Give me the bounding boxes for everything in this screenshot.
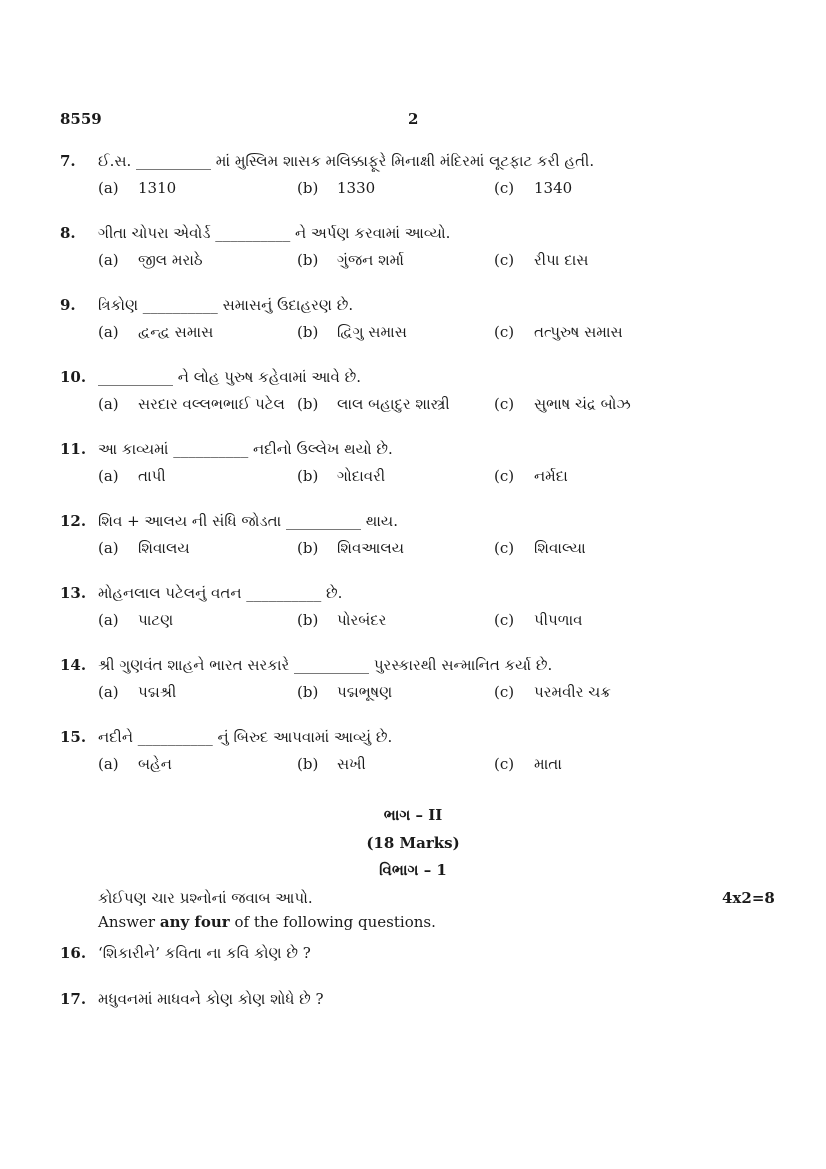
option-c: (c) 1340 <box>494 179 573 197</box>
question-number: 7. <box>60 152 76 170</box>
question-text: આ કાવ્યમાં __________ નદીનો ઉલ્લેખ થયો છે. <box>98 440 393 458</box>
question-number: 11. <box>60 440 87 458</box>
option-c: (c) તત્પુરુષ સમાસ <box>494 323 623 341</box>
question-13 <box>60 584 780 631</box>
option-c: (c) પીપળાવ <box>494 611 583 629</box>
question-15 <box>60 728 780 775</box>
section-title: વિભાગ – 1 <box>379 861 447 879</box>
page-number: 2 <box>408 110 419 128</box>
option-a: (a) 1310 <box>98 179 177 197</box>
option-c: (c) પરમવીર ચક્ર <box>494 683 611 701</box>
question-17 <box>60 990 780 1012</box>
question-14 <box>60 656 780 703</box>
question-7 <box>60 152 780 199</box>
question-number: 16. <box>60 944 87 962</box>
option-b: (b) 1330 <box>297 179 376 197</box>
question-text: નદીને __________ નું બિરુદ આપવામાં આવ્યું છે. <box>98 728 393 746</box>
option-b: (b) લાલ બહાદુર શાસ્ત્રી <box>297 395 450 413</box>
option-b: (b) સખી <box>297 755 366 773</box>
option-c: (c) માતા <box>494 755 562 773</box>
paper-code: 8559 <box>60 110 102 128</box>
question-text: ત્રિકોણ __________ સમાસનું ઉદાહરણ છે. <box>98 296 354 314</box>
question-12 <box>60 512 780 559</box>
instruction-gujarati: કોઈપણ ચાર પ્રશ્નોનાં જવાબ આપો. <box>98 889 313 907</box>
question-number: 8. <box>60 224 76 242</box>
option-c: (c) શિવાલ્યા <box>494 539 586 557</box>
question-text: ગીતા ચોપરા એવોર્ડ __________ ને અર્પણ કરવામાં આવ્યો. <box>98 224 451 242</box>
question-number: 9. <box>60 296 76 314</box>
part-title: ભાગ – II <box>383 806 443 824</box>
option-a: (a) તાપી <box>98 467 166 485</box>
option-a: (a) જીલ મરાઠે <box>98 251 203 269</box>
question-number: 12. <box>60 512 87 530</box>
option-b: (b) ગુંજન શર્મા <box>297 251 404 269</box>
option-b: (b) પોરબંદર <box>297 611 387 629</box>
option-b: (b) દ્વિગુ સમાસ <box>297 323 407 341</box>
question-text: શિવ + આલય ની સંધિ જોડતા __________ થાય. <box>98 512 398 530</box>
question-11 <box>60 440 780 487</box>
question-number: 17. <box>60 990 87 1008</box>
option-a: (a) દ્વન્દ્વ સમાસ <box>98 323 214 341</box>
question-number: 13. <box>60 584 87 602</box>
option-a: (a) સરદાર વલ્લભભાઈ પટેલ <box>98 395 285 413</box>
question-text: __________ ને લોહ પુરુષ કહેવામાં આવે છે. <box>98 368 361 386</box>
question-text: મધુવનમાં માધવને કોણ કોણ શોધે છે ? <box>98 990 324 1008</box>
question-text: મોહનલાલ પટેલનું વતન __________ છે. <box>98 584 343 602</box>
question-text: ‘શિકારીને’ કવિતા ના કવિ કોણ છે ? <box>98 944 311 962</box>
instruction-english: Answer any four of the following questions. <box>98 913 436 931</box>
question-number: 15. <box>60 728 87 746</box>
option-c: (c) સુભાષ ચંદ્ર બોઝ <box>494 395 631 413</box>
question-text: ઈ.સ. __________ માં મુસ્લિમ શાસક મલિક્કાફૂરે મિનાક્ષી મંદિરમાં લૂટફાટ કરી હતી. <box>98 152 595 170</box>
option-c: (c) રીપા દાસ <box>494 251 589 269</box>
option-c: (c) નર્મદા <box>494 467 568 485</box>
question-9 <box>60 296 780 343</box>
option-a: (a) શિવાલય <box>98 539 190 557</box>
option-b: (b) શિવઆલય <box>297 539 405 557</box>
question-8 <box>60 224 780 271</box>
option-a: (a) પદ્મશ્રી <box>98 683 177 701</box>
option-b: (b) પદ્મભૂષણ <box>297 683 393 701</box>
part-marks: (18 Marks) <box>366 834 460 852</box>
instruction-marks: 4x2=8 <box>722 889 775 907</box>
question-16 <box>60 944 780 966</box>
question-number: 14. <box>60 656 87 674</box>
question-number: 10. <box>60 368 87 386</box>
question-10 <box>60 368 780 415</box>
option-a: (a) પાટણ <box>98 611 174 629</box>
option-a: (a) બહેન <box>98 755 172 773</box>
question-text: શ્રી ગુણવંત શાહને ભારત સરકારે __________ પુરસ્કારથી સન્માનિત કર્યા છે. <box>98 656 553 674</box>
option-b: (b) ગોદાવરી <box>297 467 386 485</box>
